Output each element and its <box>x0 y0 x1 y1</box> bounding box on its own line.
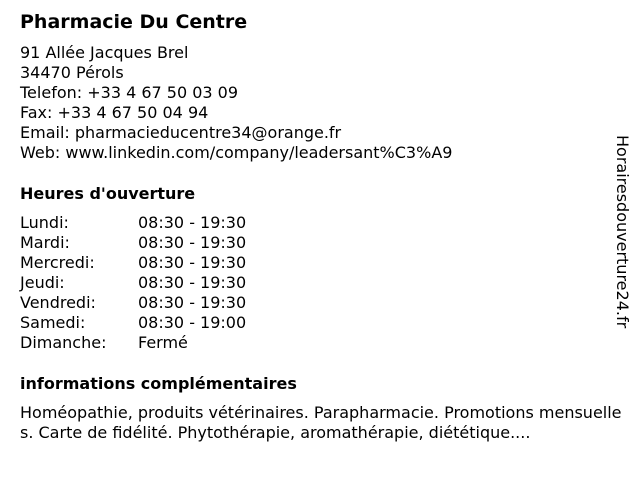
website-link: Web: www.linkedin.com/company/leadersant%C3%A9 <box>20 143 453 162</box>
day-label: Mardi: <box>20 233 70 252</box>
hours-row-sunday <box>20 333 246 353</box>
fax-number: Fax: +33 4 67 50 04 94 <box>20 103 209 122</box>
source-credit: Horairesdouverture24.fr <box>613 135 632 329</box>
hours-row-monday <box>20 213 246 233</box>
time-value: 08:30 - 19:30 <box>138 233 247 252</box>
day-label: Samedi: <box>20 313 86 332</box>
time-value: 08:30 - 19:30 <box>138 273 247 292</box>
hours-row-tuesday <box>20 233 246 253</box>
hours-row-saturday <box>20 313 246 333</box>
time-value: 08:30 - 19:30 <box>138 253 247 272</box>
hours-row-friday <box>20 293 246 313</box>
address-city: 34470 Pérols <box>20 63 124 82</box>
phone-number: Telefon: +33 4 67 50 03 09 <box>20 83 239 102</box>
hours-row-thursday <box>20 273 246 293</box>
email-address: Email: pharmacieducentre34@orange.fr <box>20 123 342 142</box>
time-value: Fermé <box>138 333 188 352</box>
address-street: 91 Allée Jacques Brel <box>20 43 189 62</box>
additional-info-text: Homéopathie, produits vétérinaires. Parapharmacie. Promotions mensuelles. Carte de fidélité. Phytothérapie, aromathérapie, diététique.... <box>20 403 622 442</box>
day-label: Dimanche: <box>20 333 107 352</box>
hours-row-wednesday <box>20 253 246 273</box>
day-label: Mercredi: <box>20 253 95 272</box>
time-value: 08:30 - 19:00 <box>138 313 247 332</box>
day-label: Lundi: <box>20 213 69 232</box>
contact-info <box>20 43 620 163</box>
opening-hours-heading: Heures d'ouverture <box>20 184 196 203</box>
time-value: 08:30 - 19:30 <box>138 213 247 232</box>
day-label: Jeudi: <box>20 273 65 292</box>
pharmacy-name: Pharmacie Du Centre <box>20 11 248 33</box>
additional-info-heading: informations complémentaires <box>20 374 297 393</box>
day-label: Vendredi: <box>20 293 96 312</box>
time-value: 08:30 - 19:30 <box>138 293 247 312</box>
opening-hours-table <box>20 213 246 353</box>
